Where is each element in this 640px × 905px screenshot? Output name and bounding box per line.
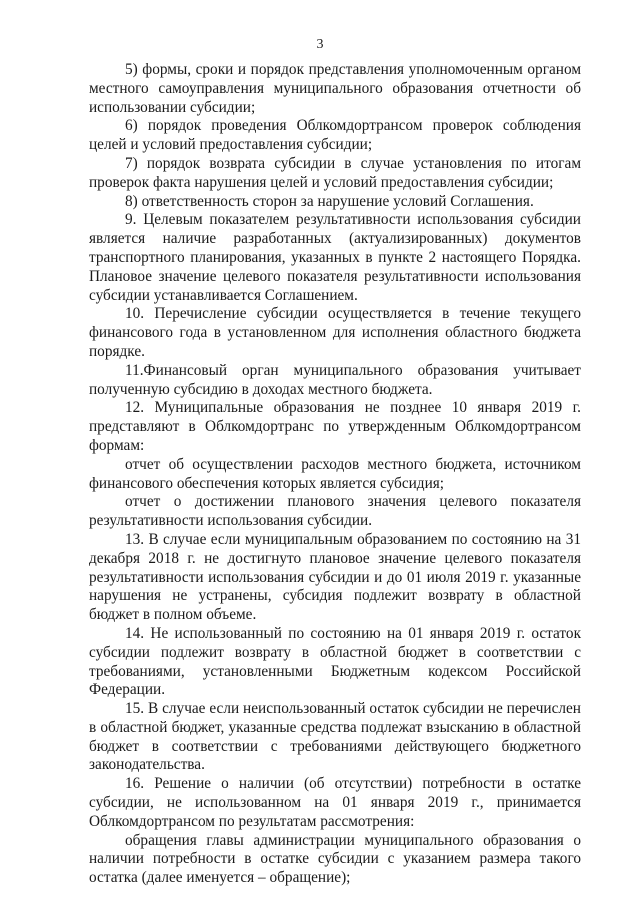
paragraph-item-8: 8) ответственность сторон за нарушение условий Соглашения. (125, 192, 534, 210)
paragraph-12: 12. Муниципальные образования не позднее 10 января 2019 г. представляют в Облкомдортранс по утвержденным Облкомдортрансом формам: (89, 399, 581, 454)
page-number: 3 (316, 37, 324, 52)
paragraph-16: 16. Решение о наличии (об отсутствии) потребности в остатке субсидии, не использованном на 01 января 2019 г., принимается Облкомдортрансом по результатам рассмотрения: (89, 775, 581, 830)
document-body (89, 61, 581, 888)
paragraph-15: 15. В случае если неиспользованный остаток субсидии не перечислен в областной бюджет, указанные средства подлежат взысканию в областной бюджет в соответствии с требованиями действующего бюджетного законодательства. (89, 700, 581, 774)
paragraph-item-7: 7) порядок возврата субсидии в случае установления по итогам проверок факта нарушения целей и условий предоставления субсидии; (89, 154, 581, 191)
paragraph-12-report-target: отчет о достижении планового значения целевого показателя результативности использования субсидии. (89, 493, 581, 530)
paragraph-14: 14. Не использованный по состоянию на 01 января 2019 г. остаток субсидии подлежит возврату в областной бюджет в соответствии с требованиями, установленными Бюджетным кодексом Российской Федерации. (89, 624, 581, 699)
paragraph-16-appeal: обращения главы администрации муниципального образования о наличии потребности в остатке субсидии с указанием размера такого остатка (далее именуется – обращение); (89, 831, 581, 887)
paragraph-13: 13. В случае если муниципальным образованием по состоянию на 31 декабря 2018 г. не достигнуто плановое значение целевого показателя результативности использования субсидии и до 01 июля 2019 г. указанные нарушения не устранены, субсидия подлежит возврату в областной бюджет в полном объеме. (89, 530, 581, 624)
paragraph-12-report-expenses: отчет об осуществлении расходов местного бюджета, источником финансового обеспечения которых является субсидия; (89, 455, 581, 492)
paragraph-item-6: 6) порядок проведения Облкомдортрансом проверок соблюдения целей и условий предоставления субсидии; (89, 117, 581, 154)
paragraph-10: 10. Перечисление субсидии осуществляется в течение текущего финансового года в установленном для исполнения областного бюджета порядке. (89, 305, 581, 360)
paragraph-item-5: 5) формы, сроки и порядок представления уполномоченным органом местного самоуправления муниципального образования отчетности об использовании субсидии; (89, 61, 581, 116)
paragraph-11: 11.Финансовый орган муниципального образования учитывает полученную субсидию в доходах местного бюджета. (89, 361, 581, 398)
paragraph-9: 9. Целевым показателем результативности использования субсидии является наличие разработанных (актуализированных) документов транспортного планирования, указанных в пункте 2 настоящего Порядка. Плановое значение целевого показателя результативности использования субсидии устанавливается Соглашением. (89, 211, 581, 304)
